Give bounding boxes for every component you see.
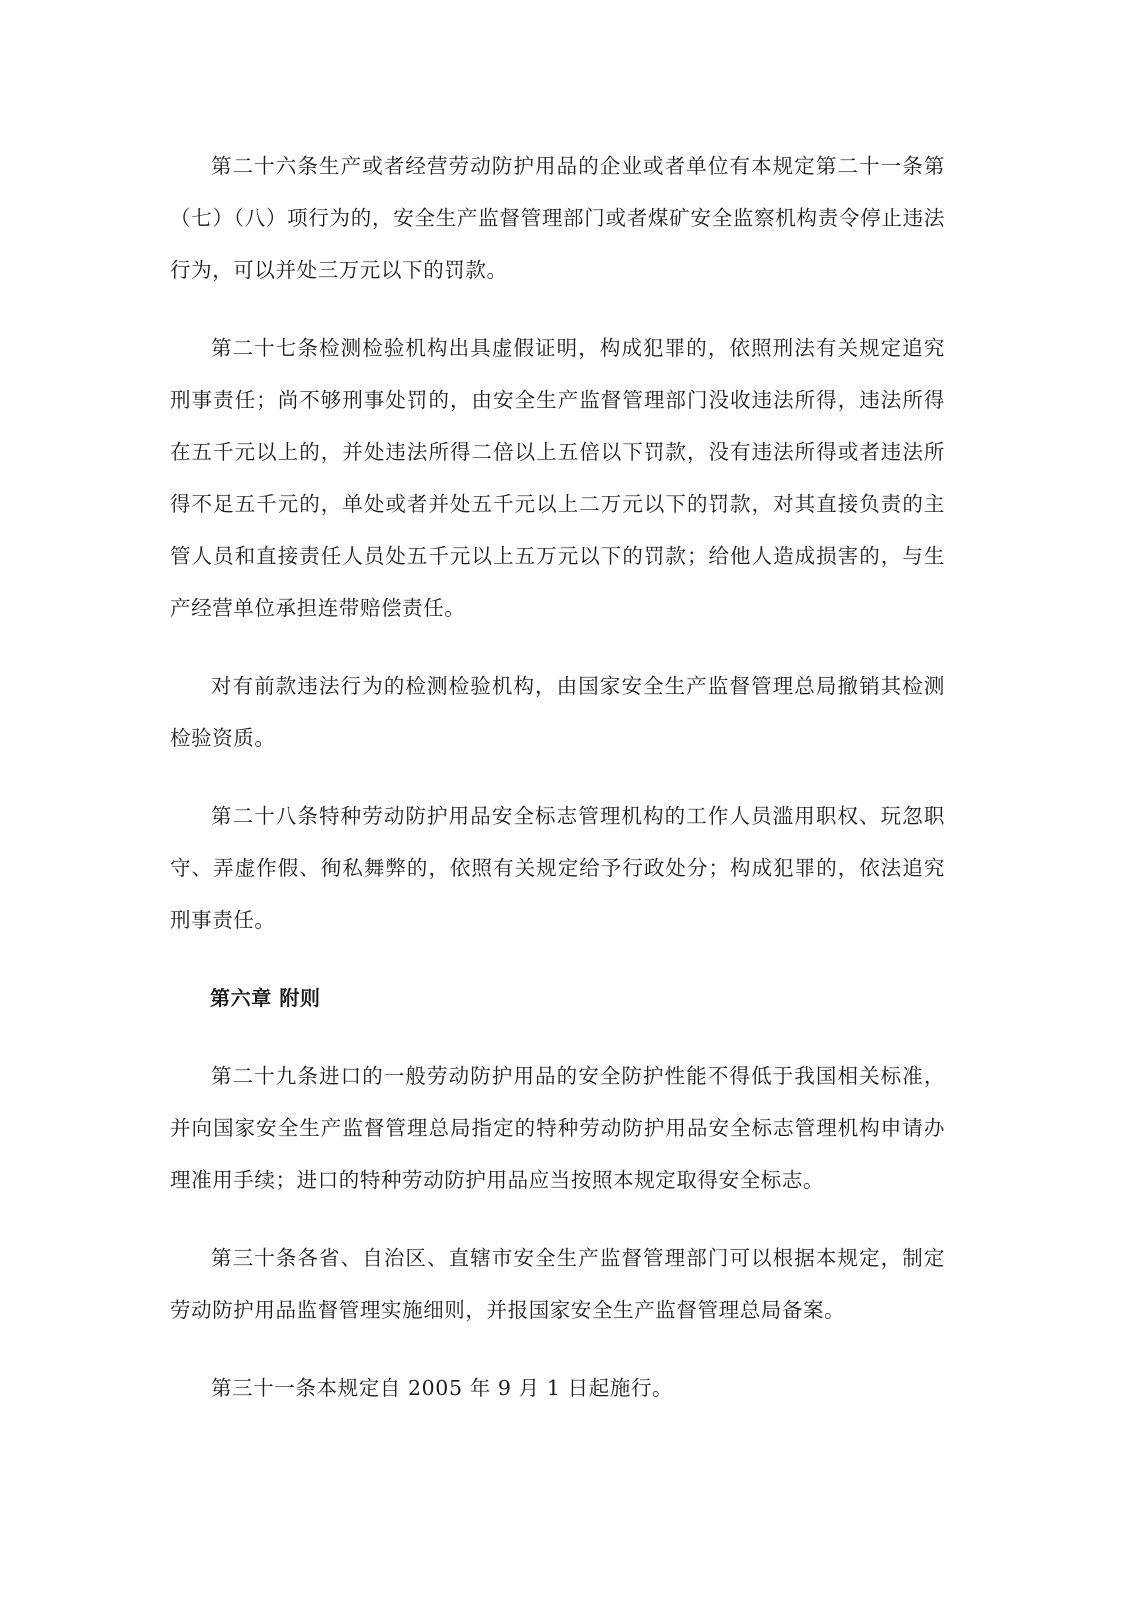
article-29: 第二十九条进口的一般劳动防护用品的安全防护性能不得低于我国相关标准，并向国家安全生产监督管理总局指定的特种劳动防护用品安全标志管理机构申请办理准用手续；进口的特种劳动防护用品应当按照本规定取得安全标志。 xyxy=(170,1064,945,1192)
document-body xyxy=(170,140,945,1440)
article-28: 第二十八条特种劳动防护用品安全标志管理机构的工作人员滥用职权、玩忽职守、弄虚作假、徇私舞弊的，依照有关规定给予行政处分；构成犯罪的，依法追究刑事责任。 xyxy=(170,804,945,932)
article-27-supplement: 对有前款违法行为的检测检验机构，由国家安全生产监督管理总局撤销其检测检验资质。 xyxy=(170,674,945,750)
article-27: 第二十七条检测检验机构出具虚假证明，构成犯罪的，依照刑法有关规定追究刑事责任；尚不够刑事处罚的，由安全生产监督管理部门没收违法所得，违法所得在五千元以上的，并处违法所得二倍以上五倍以下罚款，没有违法所得或者违法所得不足五千元的，单处或者并处五千元以上二万元以下的罚款，对其直接负责的主管人员和直接责任人员处五千元以上五万元以下的罚款；给他人造成损害的，与生产经营单位承担连带赔偿责任。 xyxy=(170,336,945,620)
article-30: 第三十条各省、自治区、直辖市安全生产监督管理部门可以根据本规定，制定劳动防护用品监督管理实施细则，并报国家安全生产监督管理总局备案。 xyxy=(170,1246,945,1322)
article-26: 第二十六条生产或者经营劳动防护用品的企业或者单位有本规定第二十一条第（七）（八）项行为的，安全生产监督管理部门或者煤矿安全监察机构责令停止违法行为，可以并处三万元以下的罚款。 xyxy=(170,154,945,282)
chapter-heading: 第六章 附则 xyxy=(210,986,321,1010)
article-31: 第三十一条本规定自 2005 年 9 月 1 日起施行。 xyxy=(211,1376,674,1400)
